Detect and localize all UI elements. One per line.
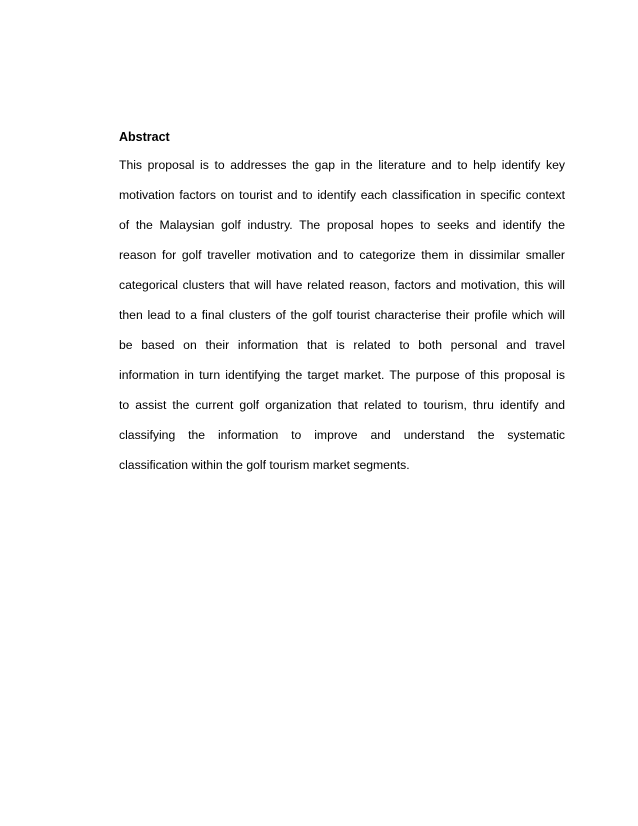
abstract-line: reason for golf traveller motivation and to categorize them in dissimilar smaller <box>119 248 565 262</box>
abstract-line: motivation factors on tourist and to identify each classification in specific context <box>119 188 565 202</box>
abstract-heading: Abstract <box>119 130 170 144</box>
abstract-line: classification within the golf tourism market segments. <box>119 458 410 472</box>
abstract-line: information in turn identifying the target market. The purpose of this proposal is <box>119 368 565 382</box>
abstract-line: to assist the current golf organization that related to tourism, thru identify and <box>119 398 565 412</box>
abstract-line: be based on their information that is related to both personal and travel <box>119 338 565 352</box>
abstract-line: of the Malaysian golf industry. The proposal hopes to seeks and identify the <box>119 218 565 232</box>
abstract-line: This proposal is to addresses the gap in the literature and to help identify key <box>119 158 565 172</box>
abstract-line: categorical clusters that will have related reason, factors and motivation, this will <box>119 278 565 292</box>
abstract-line: classifying the information to improve and understand the systematic <box>119 428 565 442</box>
abstract-line: then lead to a final clusters of the golf tourist characterise their profile which will <box>119 308 565 322</box>
